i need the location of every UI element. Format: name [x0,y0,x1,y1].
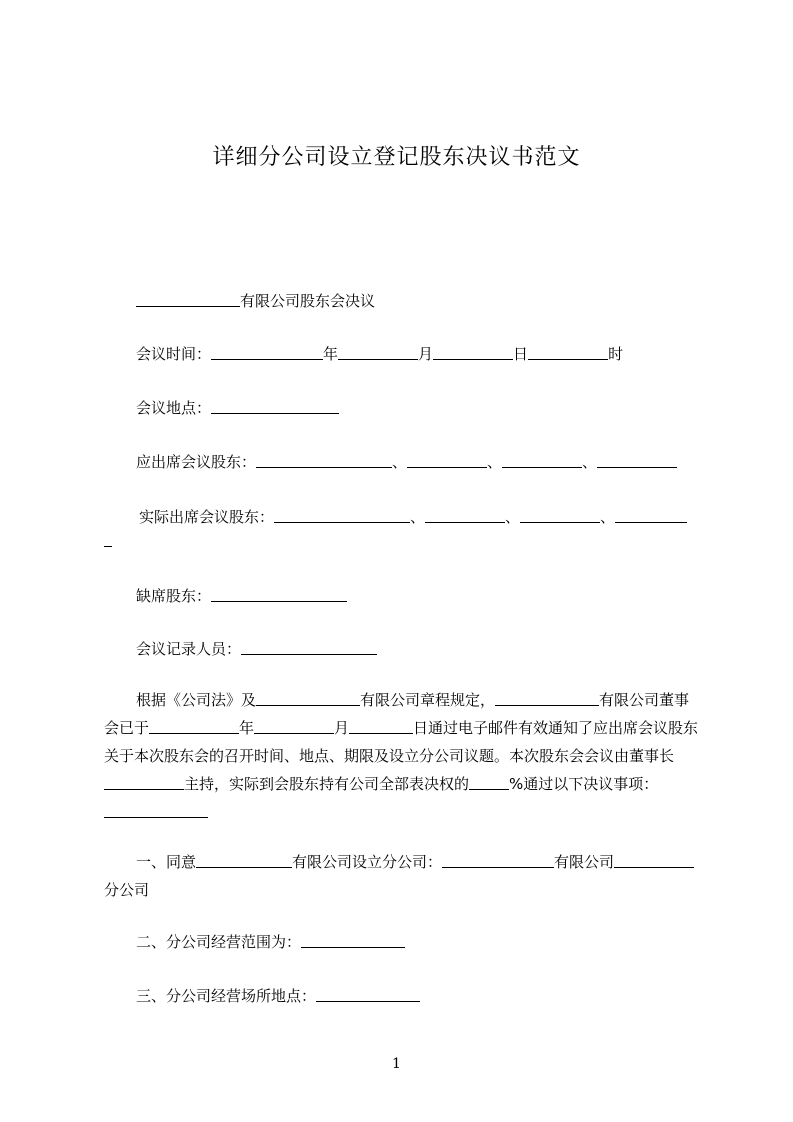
hour-blank [528,345,608,360]
day-blank [433,345,513,360]
shareholders-actual-wrap [104,531,112,551]
place-blank [211,399,339,414]
scope-blank [301,933,405,948]
meeting-place-line: 会议地点： [136,398,339,418]
recorder-blank [241,640,377,655]
item-one: 一、同意 有限公司设立分公司： 有限公司分公司 [104,848,701,904]
year-blank [211,345,323,360]
document-title: 详细分公司设立登记股东决议书范文 [212,145,581,170]
item-three: 三、分公司经营场所地点： [136,986,420,1006]
shareholders-actual-line: 实际出席会议股东： 、 、 、 [139,507,687,527]
page-number: 1 [392,1056,401,1072]
absent-blank [211,587,347,602]
resolution-heading: 有限公司股东会决议 [136,291,375,311]
resolution-body: 根据《公司法》及 有限公司章程规定， 有限公司董事会已于 年 月 日通过电子邮件有效通知了应出席会议股东关于本次股东会的召开时间、地点、期限及设立分公司议题。本次股东会会议由董事长主持，实际到会股东持有公司全部表决权的 %通过以下决议事项： [104,686,701,826]
shareholders-due-line: 应出席会议股东： 、 、 、 [136,452,677,472]
absent-line: 缺席股东： [136,586,347,606]
month-blank [338,345,418,360]
recorder-line: 会议记录人员： [136,639,377,659]
meeting-time-line: 会议时间： 年 月 日 时 [136,345,624,363]
location-blank [316,987,420,1002]
company-name-blank [136,292,240,307]
item-two: 二、分公司经营范围为： [136,932,405,952]
